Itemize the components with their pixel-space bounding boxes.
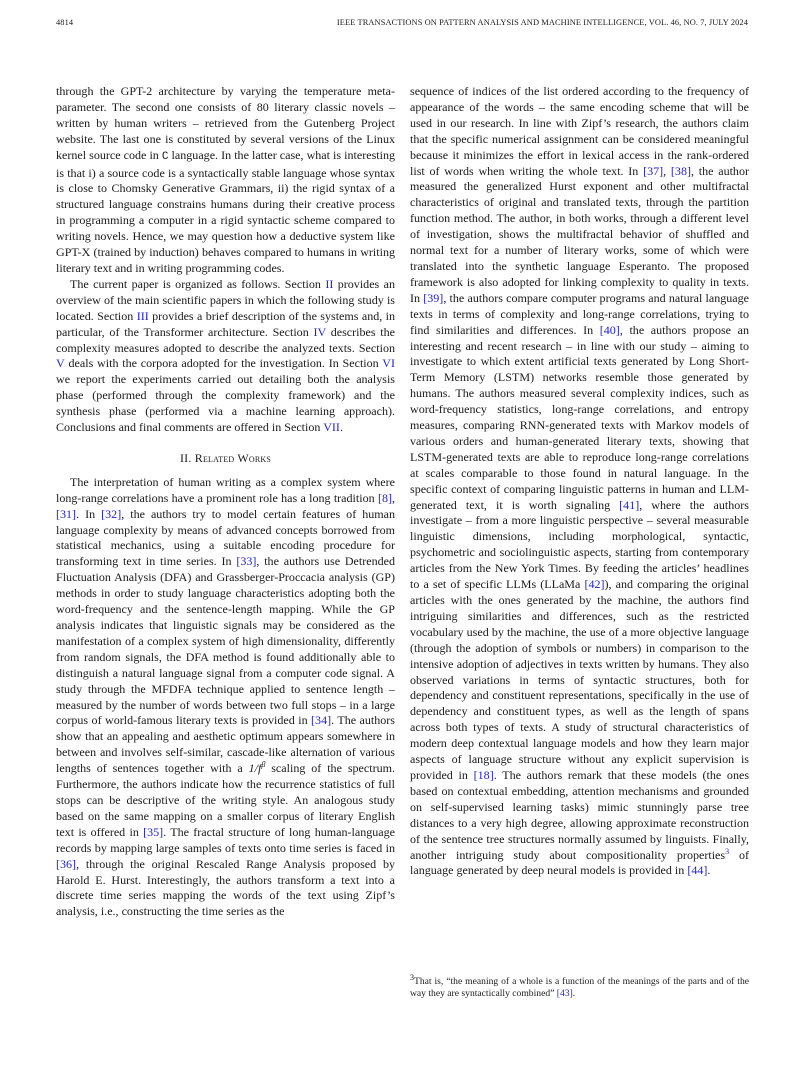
left-column xyxy=(56,84,395,920)
text-run: . xyxy=(339,420,343,435)
section-link-2[interactable]: II xyxy=(325,276,334,291)
section-link-3[interactable]: III xyxy=(136,308,149,323)
section-number: II. xyxy=(179,450,192,465)
citation-34[interactable]: [34] xyxy=(311,713,332,728)
citation-18[interactable]: [18] xyxy=(473,767,494,782)
formula-base: 1/f xyxy=(248,761,262,776)
text-run: . The authors remark that these models (the ones based on contextual embedding, attention mechanisms and grounded on self-supervised learning tasks) mimic stunningly parse tree distances to a very high degree, allowing approximate reconstruction of the sentence tree structures normally assumed by linguists. Finally, another intriguing study about compositionality properties xyxy=(410,767,750,862)
citation-39[interactable]: [39] xyxy=(423,290,444,305)
text-run: . In xyxy=(76,506,102,521)
citation-37[interactable]: [37] xyxy=(643,163,664,178)
citation-40[interactable]: [40] xyxy=(599,322,620,337)
citation-8[interactable]: [8] xyxy=(377,490,392,505)
text-run: . The fractal structure of long human-language records by mapping large samples of texts onto time series is faced in xyxy=(56,824,396,855)
citation-43[interactable]: [43] xyxy=(556,988,573,999)
section-link-5[interactable]: V xyxy=(56,356,65,371)
text-run: sequence of indices of the list ordered according to the frequency of appearance of the words – the same encoding scheme that will be used in our research. In line with Zipf’s research, the authors claim that the specific numerical assignment can be considered meaningful because it minimizes the effort in lexical access in the rank-ordered list of words when writing the whole text. In xyxy=(410,84,749,178)
text-run: language. In the latter case, what is interesting is that i) a source code is a syntactically stable language whose syntax is close to Chomsky Generative Grammars, ii) the rigid syntax of a structured language constrains humans during their creative process in programming a computer in a rigid syntactic scheme compared to writing novels. Hence, we may question how a deductive system like GPT-X (trained by induction) behaves compared to humans in writing literary text and in writing programming codes. xyxy=(56,147,395,275)
text-run: The interpretation of human writing as a complex system where long-range correlations have a prominent role has a long tradition xyxy=(56,474,395,505)
text-run: we report the experiments carried out detailing both the analysis phase (performed through the complexity framework) and the synthesis phase (performed via a machine learning approach). Conclusions and final comments are offered in Section xyxy=(56,372,395,435)
page-number: 4814 xyxy=(56,18,74,27)
footnote-mark: 3 xyxy=(410,972,414,982)
citation-44[interactable]: [44] xyxy=(687,863,708,878)
text-run: . xyxy=(572,988,576,999)
text-run: , through the original Rescaled Range Analysis proposed by Harold E. Hurst. Interestingly, the authors transform a text into a discrete time series mapping the words of the text using Zipf’s analysis, i.e., constructing the time series as the xyxy=(56,856,395,919)
language-name: C xyxy=(161,150,169,163)
text-run: scaling of the spectrum. Furthermore, the authors indicate how the recurrence statistics of full stops can be descriptive of the writing style. An analogous study based on the same mapping on a smaller corpus of literary English text is offered in xyxy=(56,761,395,839)
citation-32[interactable]: [32] xyxy=(101,506,122,521)
citation-33[interactable]: [33] xyxy=(236,554,257,569)
text-run: , the authors compare computer programs and natural language texts in terms of complexity and long-range correlations, trying to find similarities and differences. In xyxy=(410,290,749,337)
text-run: provides an overview of the main scientific papers in which the following study is located. Section xyxy=(56,276,395,323)
text-run: , the authors propose an interesting and recent research – in line with our study – aiming to investigate to which extent artificial texts generated by Long Short-Term Memory (LSTM) networks resemble those generated by humans. The authors measured several complexity indices, such as word-frequency statistics, long-range correlations, and entropy measures, comparing RNN-generated texts with Markov models of various orders and human-generated literary texts, showing that LSTM-generated texts are able to reproduce long-range correlations at scales comparable to those found in natural language. In the specific context of comparing linguistic patterns in human and LLM-generated text, it is worth signaling xyxy=(410,322,749,512)
text-run: , xyxy=(663,163,671,178)
text-run: , where the authors investigate – from a more linguistic perspective – several measurable linguistic dimensions, including morphological, syntactic, psychometric and sociolinguistic aspects, starting from contemporary articles from the New York Times. By feeding the articles’ headlines to a set of specific LLMs (LLaMa xyxy=(410,497,749,592)
paragraph-related-works xyxy=(56,475,395,920)
text-run: , xyxy=(391,490,395,505)
formula-exponent: β xyxy=(261,760,266,770)
paragraph-related-works-continued xyxy=(410,84,749,879)
citation-42[interactable]: [42] xyxy=(584,577,605,592)
text-run: ), and comparing the original articles with the ones generated by the machine, the authors find intriguing similarities and differences, such as the restricted vocabulary used by the machine, the use of a more objective language (through the adoption of symbols or numbers) in comparison to the intensive adoption of adjectives in texts written by humans. They also observed variations in terms of syntactic structures, both for dependency and constituent representations, specifically in the use of dependency and constituent types, as well as the length of spans across both types of texts. A study of structural characteristics of modern deep contextual language models and how they learn major aspects of language structure without any explicit supervision is provided in xyxy=(410,577,749,782)
text-run: , the author measured the generalized Hurst exponent and other multifractal characteristics of original and translated texts, through the partition function method. The author, in both works, through a different level of investigation, shows the multifractal behavior of shuffled and normal text for a number of literary works, some of which were translated into the synthetic language Esperanto. The proposed framework is also adopted for linking complexity to quality in texts. In xyxy=(410,163,749,305)
text-run: describes the complexity measures adopted to describe the analyzed texts. Section xyxy=(56,324,395,355)
right-column xyxy=(410,84,749,879)
paragraph-intro-continued xyxy=(56,84,395,277)
text-run: through the GPT-2 architecture by varying the temperature meta-parameter. The second one consists of 80 literary classic novels – written by human writers – retrieved from the Gutenberg Project website. The last one is constituted by several versions of the Linux kernel source code in xyxy=(56,84,395,162)
citation-36[interactable]: [36] xyxy=(56,856,77,871)
section-title: Related Works xyxy=(194,450,272,465)
text-run: of language generated by deep neural models is provided in xyxy=(410,847,749,878)
text-run: That is, “the meaning of a whole is a function of the meanings of the parts and of the way they are syntactically combined” xyxy=(410,976,749,999)
scaling-formula xyxy=(249,761,266,775)
text-run: The current paper is organized as follows. Section xyxy=(70,276,326,291)
text-run: , the authors try to model certain features of human language complexity by means of advanced concepts borrowed from statistical mechanics, using a suitable encoding procedure for transforming text in time series. In xyxy=(56,506,395,569)
text-run: . xyxy=(707,863,711,878)
text-run: deals with the corpora adopted for the investigation. In Section xyxy=(64,356,383,371)
footnote-mark-link[interactable]: 3 xyxy=(725,846,730,856)
text-run: . The authors show that an appealing and aesthetic optimum appears somewhere in between and involves self-similar, cascade-like alternation of various lengths of sentences together with a xyxy=(56,713,395,776)
citation-38[interactable]: [38] xyxy=(670,163,691,178)
footnote xyxy=(410,972,749,1000)
citation-31[interactable]: [31] xyxy=(56,506,77,521)
section-link-6[interactable]: VI xyxy=(382,356,395,371)
journal-title: IEEE TRANSACTIONS ON PATTERN ANALYSIS AND MACHINE INTELLIGENCE, VOL. 46, NO. 7, JULY 2024 xyxy=(336,18,748,27)
footnote-text xyxy=(410,972,749,999)
citation-41[interactable]: [41] xyxy=(619,497,640,512)
section-heading xyxy=(56,451,395,467)
section-link-4[interactable]: IV xyxy=(313,324,326,339)
paragraph-organization xyxy=(56,277,395,436)
text-run: , the authors use Detrended Fluctuation Analysis (DFA) and Grassberger-Proccacia analysis (GP) methods in order to study language characteristics adopting both the word-frequency and the sentence-length mapping. While the GP analysis indicates that linguistic signals may be considered as the manifestation of a complex system of high dimensionality, differently from random signals, the DFA method is found additionally able to distinguish a natural language signal from a computer code signal. A study through the MFDFA technique applied to sentence length – measured by the number of words between two full stops – in a large corpus of world-famous literary texts is provided in xyxy=(56,554,396,728)
text-run: provides a brief description of the systems and, in particular, of the Transformer architecture. Section xyxy=(56,308,396,339)
page-header xyxy=(56,18,748,32)
citation-35[interactable]: [35] xyxy=(143,824,164,839)
section-link-7[interactable]: VII xyxy=(323,420,340,435)
